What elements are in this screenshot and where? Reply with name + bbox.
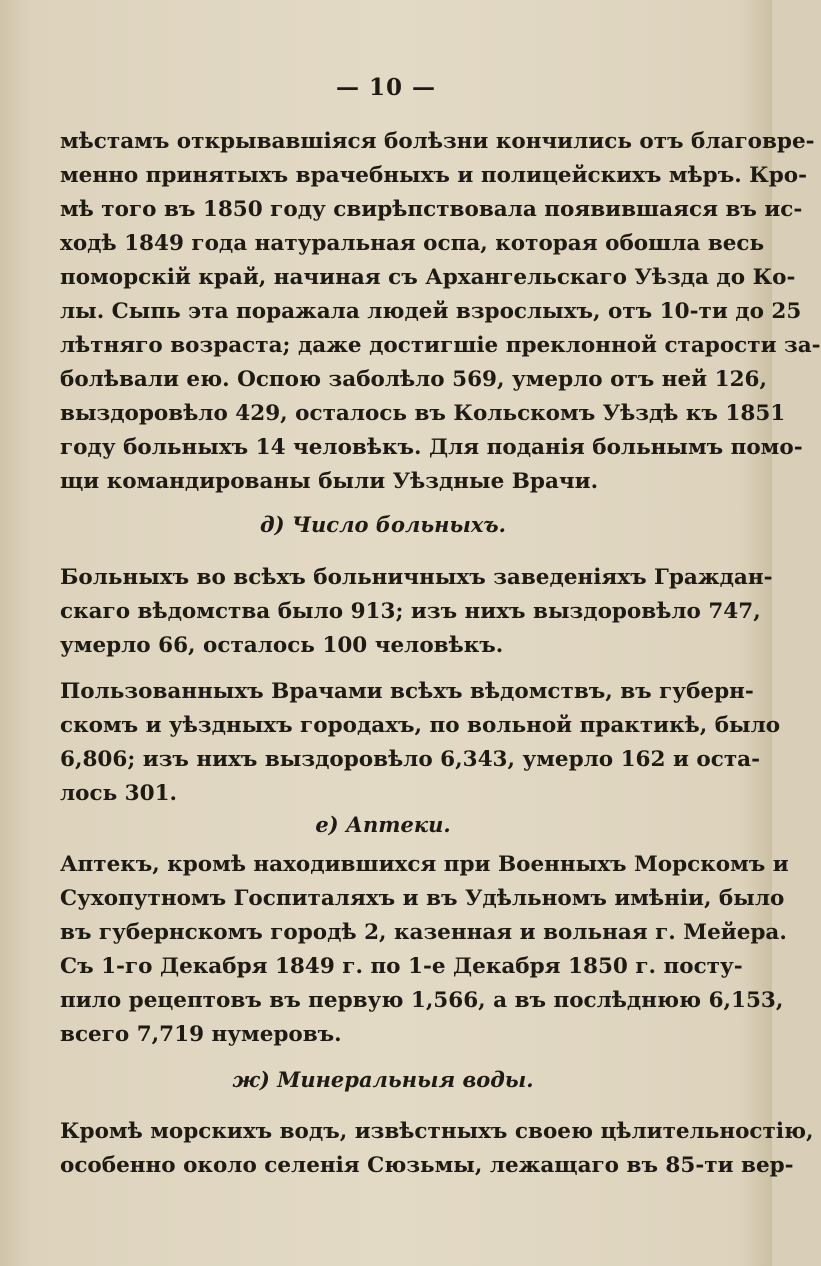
- text-line: году больныхъ 14 человѣкъ. Для поданія больнымъ помо-: [60, 435, 803, 460]
- text-line: Съ 1-го Декабря 1849 г. по 1-е Декабря 1850 г. посту-: [60, 954, 743, 979]
- text-line: скаго вѣдомства было 913; изъ нихъ выздоровѣло 747,: [60, 599, 761, 624]
- text-line: выздоровѣло 429, осталось въ Кольскомъ Уѣздѣ къ 1851: [60, 401, 786, 426]
- text-line: лы. Сыпь эта поражала людей взрослыхъ, отъ 10-ти до 25: [60, 299, 802, 324]
- text-line: пило рецептовъ въ первую 1,566, а въ послѣднюю 6,153,: [60, 988, 784, 1013]
- text-line: менно принятыхъ врачебныхъ и полицейскихъ мѣръ. Кро-: [60, 163, 808, 188]
- section-heading-pharmacies: [60, 808, 706, 842]
- text-line: мѣстамъ открывавшіяся болѣзни кончились отъ благовре-: [60, 129, 815, 154]
- text-line: мѣ того въ 1850 году свирѣпствовала появившаяся въ ис-: [60, 197, 803, 222]
- section-heading-patients: [60, 508, 706, 542]
- text-line: всего 7,719 нумеровъ.: [60, 1022, 342, 1047]
- heading-number-of-patients: д) Число больныхъ.: [260, 512, 506, 537]
- heading-mineral-waters: ж) Минеральныя воды.: [232, 1067, 534, 1092]
- text-line: поморскій край, начиная съ Архангельскаго Уѣзда до Ко-: [60, 265, 796, 290]
- text-line: Аптекъ, кромѣ находившихся при Военныхъ Морскомъ и: [60, 852, 789, 877]
- text-line: Пользованныхъ Врачами всѣхъ вѣдомствъ, въ губерн-: [60, 679, 754, 704]
- text-line: лѣтняго возраста; даже достигшіе преклонной старости за-: [60, 333, 821, 358]
- section-heading-mineral-waters: [60, 1063, 706, 1097]
- text-line: болѣвали ею. Оспою заболѣло 569, умерло отъ ней 126,: [60, 367, 767, 392]
- paragraph-pharmacies: [60, 848, 789, 1052]
- text-line: щи командированы были Уѣздные Врачи.: [60, 469, 599, 494]
- paragraph-mineral-waters: [60, 1115, 814, 1183]
- text-line: умерло 66, осталось 100 человѣкъ.: [60, 633, 504, 658]
- paragraph-fever-smallpox: [60, 125, 821, 499]
- text-line: лось 301.: [60, 781, 178, 806]
- text-line: особенно около селенія Сюзьмы, лежащаго въ 85-ти вер-: [60, 1153, 794, 1178]
- text-line: ходѣ 1849 года натуральная оспа, которая обошла весь: [60, 231, 765, 256]
- text-line: Больныхъ во всѣхъ больничныхъ заведеніяхъ Граждан-: [60, 565, 773, 590]
- text-line: 6,806; изъ нихъ выздоровѣло 6,343, умерло 162 и оста-: [60, 747, 760, 772]
- text-line: въ губернскомъ городѣ 2, казенная и вольная г. Мейера.: [60, 920, 787, 945]
- text-line: Сухопутномъ Госпиталяхъ и въ Удѣльномъ имѣніи, было: [60, 886, 785, 911]
- paragraph-hospitals: [60, 561, 773, 663]
- paragraph-private-practice: [60, 675, 781, 811]
- text-line: скомъ и уѣздныхъ городахъ, по вольной практикѣ, было: [60, 713, 781, 738]
- text-line: Кромѣ морскихъ водъ, извѣстныхъ своею цѣлительностію,: [60, 1119, 814, 1144]
- heading-pharmacies: е) Аптеки.: [315, 812, 451, 837]
- page-number: — 10 —: [335, 74, 437, 101]
